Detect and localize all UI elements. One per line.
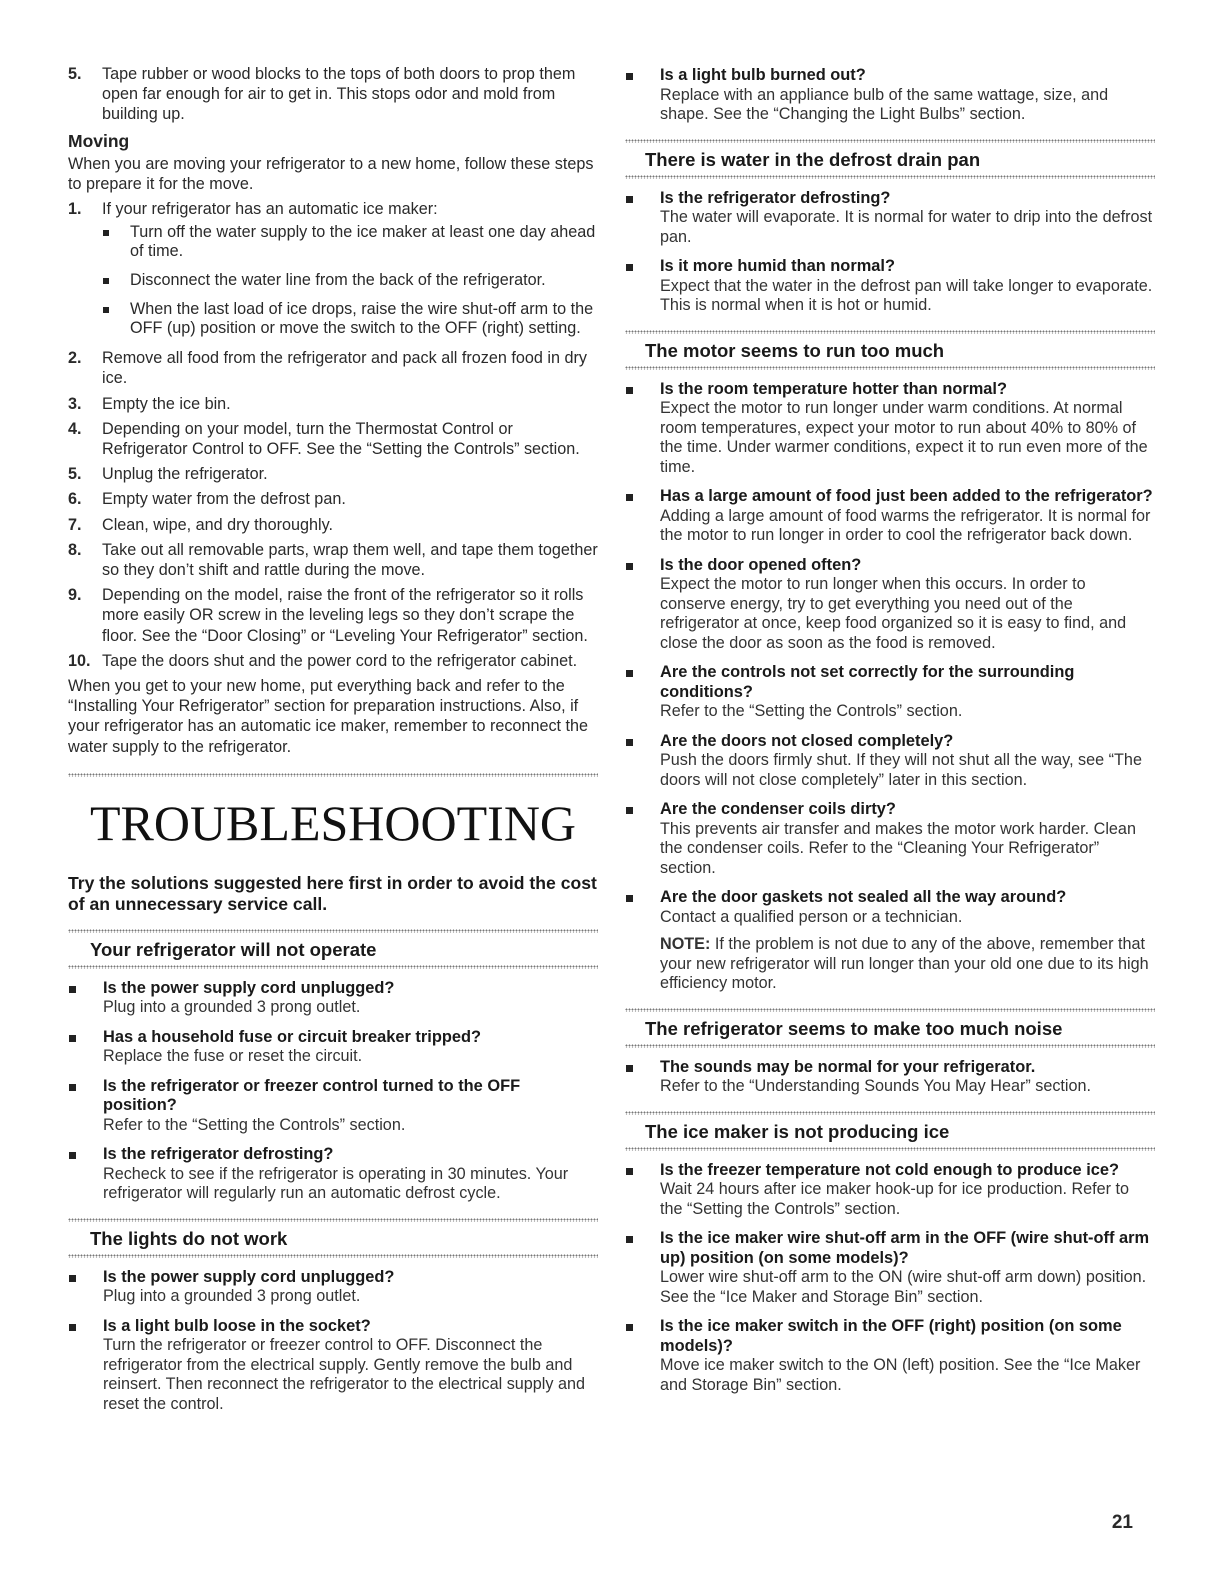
step-number: 9. (68, 586, 82, 605)
question-text: Has a large amount of food just been added to the refrigerator? (660, 487, 1153, 505)
answer-text: Recheck to see if the refrigerator is operating in 30 minutes. Your refrigerator will regularly run an automatic defrost cycle. (103, 1164, 569, 1203)
note-text: If the problem is not due to any of the above, remember that your new refrigerator will run longer than your old one due to its high efficiency motor. (660, 935, 1149, 992)
list-item (68, 1145, 598, 1204)
step-text: Take out all removable parts, wrap them well, and tape them together so they don’t shift and rattle during the move. (102, 540, 598, 580)
list-item (68, 515, 598, 535)
question-text: The sounds may be normal for your refrigerator. (660, 1057, 1036, 1076)
list-item (625, 556, 1155, 654)
storage-steps-list (68, 64, 598, 125)
question-text: Has a household fuse or circuit breaker tripped? (103, 1027, 481, 1046)
page-number: 21 (1111, 1512, 1133, 1533)
section-heading: The ice maker is not producing ice (645, 1120, 950, 1142)
question-text: Is the refrigerator or freezer control turned to the OFF position? (103, 1076, 521, 1115)
list-item (625, 380, 1155, 478)
answer-text: Move ice maker switch to the ON (left) position. See the “Ice Maker and Storage Bin” section. (660, 1356, 1141, 1394)
section-heading: There is water in the defrost drain pan (645, 148, 981, 170)
list-item (68, 394, 598, 414)
answer-text: Plug into a grounded 3 prong outlet. (103, 998, 361, 1017)
list-item (68, 651, 598, 671)
divider (625, 366, 1155, 370)
list-item (68, 585, 598, 646)
note-paragraph (625, 935, 1155, 994)
divider (68, 965, 598, 969)
step-text: Depending on your model, turn the Thermostat Control or Refrigerator Control to OFF. See the “Setting the Controls” section. (102, 419, 580, 459)
list-item (625, 1058, 1155, 1097)
answer-text: Lower wire shut-off arm to the ON (wire shut-off arm down) position. See the “Ice Maker and Storage Bin” section. (660, 1268, 1147, 1306)
question-text: Are the condenser coils dirty? (660, 800, 896, 818)
divider (625, 1044, 1155, 1048)
question-text: Is the ice maker wire shut-off arm in the OFF (wire shut-off arm up) position (on some models)? (660, 1229, 1150, 1267)
question-text: Are the door gaskets not sealed all the way around? (660, 888, 1067, 906)
question-text: Are the doors not closed completely? (660, 731, 954, 750)
list-item (68, 348, 598, 388)
question-text: Is the refrigerator defrosting? (103, 1145, 334, 1164)
moving-intro: When you are moving your refrigerator to a new home, follow these steps to prepare it for the move. (68, 154, 594, 193)
answer-text: Replace with an appliance bulb of the same wattage, size, and shape. See the “Changing the Light Bulbs” section. (660, 85, 1109, 123)
answer-text: Refer to the “Setting the Controls” section. (103, 1115, 406, 1134)
divider (68, 1254, 598, 1258)
answer-text: Replace the fuse or reset the circuit. (103, 1047, 363, 1066)
question-text: Is the power supply cord unplugged? (103, 1267, 395, 1286)
question-text: Are the controls not set correctly for the surrounding conditions? (660, 663, 1075, 701)
step-text: Remove all food from the refrigerator and pack all frozen food in dry ice. (102, 349, 587, 388)
note-label: NOTE: (660, 935, 711, 953)
answer-text: Expect that the water in the defrost pan will take longer to evaporate. This is normal when it is hot or humid. (660, 276, 1153, 314)
moving-heading: Moving (68, 130, 130, 151)
ice-maker-substeps (68, 223, 598, 338)
list-item (625, 732, 1155, 791)
step-number: 10. (68, 651, 91, 670)
question-text: Is the room temperature hotter than normal? (660, 379, 1007, 398)
list-item (625, 888, 1155, 927)
step-text: Empty the ice bin. (102, 394, 231, 413)
step-number: 1. (68, 200, 82, 219)
question-text: Is a light bulb burned out? (660, 66, 866, 84)
left-column (68, 64, 598, 1414)
step-text: Depending on the model, raise the front of the refrigerator so it rolls more easily OR screw in the leveling legs so they don’t scrape the floor. See the “Door Closing” or “Leveling Your Refrigerator” section. (102, 586, 588, 645)
step-text: Empty water from the defrost pan. (102, 490, 346, 509)
step-text: Clean, wipe, and dry thoroughly. (102, 515, 333, 534)
step-text: Tape the doors shut and the power cord to the refrigerator cabinet. (102, 651, 578, 670)
list-item: Turn off the water supply to the ice maker at least one day ahead of time. (68, 223, 598, 261)
after-move-paragraph: When you get to your new home, put everything back and refer to the “Installing Your Refrigerator” section for preparation instructions. Also, if your refrigerator has an automatic ice maker, remember to reconnect the water supply to the refrigerator. (68, 677, 589, 756)
list-item (625, 663, 1155, 722)
step-number: 5. (68, 465, 82, 484)
list-item (68, 1028, 598, 1067)
list-item (68, 1077, 598, 1136)
list-item (68, 199, 598, 338)
right-column (625, 64, 1155, 1395)
section-heading: The refrigerator seems to make too much noise (645, 1017, 1063, 1039)
list-item (625, 487, 1155, 546)
list-item (68, 489, 598, 509)
answer-text: Turn the refrigerator or freezer control to OFF. Disconnect the refrigerator from the electrical supply. Gently remove the bulb and reinsert. Then reconnect the refrigerator to the electrical supply and reset the control. (103, 1336, 585, 1413)
list-item (625, 257, 1155, 316)
list-item (625, 800, 1155, 878)
answer-text: Wait 24 hours after ice maker hook-up for ice production. Refer to the “Setting the Controls” section. (660, 1180, 1130, 1218)
answer-text: Expect the motor to run longer under warm conditions. At normal room temperatures, expect your motor to run about 40% to 80% of the time. Under warmer conditions, expect it to run even more of the time. (660, 399, 1148, 476)
list-item (625, 189, 1155, 248)
question-text: Is the refrigerator defrosting? (660, 188, 891, 207)
list-item (68, 1268, 598, 1307)
step-text: Unplug the refrigerator. (102, 465, 268, 484)
section-heading: The lights do not work (90, 1227, 288, 1249)
list-item (68, 419, 598, 459)
list-item (68, 64, 598, 125)
step-number: 3. (68, 394, 82, 413)
step-number: 4. (68, 419, 82, 438)
answer-text: Expect the motor to run longer when this occurs. In order to conserve energy, try to get everything you need out of the refrigerator at once, keep food organized so it is easy to find, and close the door as soon as the food is removed. (660, 575, 1127, 652)
question-text: Is the power supply cord unplugged? (103, 978, 395, 997)
answer-text: This prevents air transfer and makes the motor work harder. Clean the condenser coils. Refer to the “Cleaning Your Refrigerator” section. (660, 819, 1136, 877)
question-text: Is a light bulb loose in the socket? (103, 1316, 371, 1335)
answer-text: Adding a large amount of food warms the refrigerator. It is normal for the motor to run longer in order to cool the refrigerator back down. (660, 506, 1151, 544)
answer-text: Refer to the “Setting the Controls” section. (660, 702, 963, 720)
question-text: Is the ice maker switch in the OFF (right) position (on some models)? (660, 1317, 1122, 1355)
section-heading: Your refrigerator will not operate (90, 938, 377, 960)
divider (68, 773, 598, 777)
answer-text: The water will evaporate. It is normal for water to drip into the defrost pan. (660, 208, 1153, 246)
list-item (625, 1229, 1155, 1307)
question-text: Is the freezer temperature not cold enough to produce ice? (660, 1160, 1120, 1179)
divider (625, 1147, 1155, 1151)
list-item (625, 1161, 1155, 1220)
step-number: 7. (68, 515, 82, 534)
answer-text: Contact a qualified person or a technician. (660, 907, 963, 926)
page-title: TROUBLESHOOTING (89, 794, 577, 851)
step-text: Tape rubber or wood blocks to the tops of both doors to prop them open far enough for air to get in. This stops odor and mold from building up. (102, 65, 576, 124)
answer-text: Push the doors firmly shut. If they will not shut all the way, see “The doors will not close completely” later in this section. (660, 751, 1142, 789)
answer-text: Refer to the “Understanding Sounds You May Hear” section. (660, 1077, 1092, 1095)
question-text: Is it more humid than normal? (660, 257, 895, 275)
divider (625, 175, 1155, 179)
step-text: If your refrigerator has an automatic ice maker: (102, 200, 438, 219)
section-heading: The motor seems to run too much (645, 339, 945, 361)
list-item (68, 979, 598, 1018)
step-number: 6. (68, 490, 82, 509)
step-number: 5. (68, 65, 82, 83)
list-item (625, 1317, 1155, 1395)
list-item (68, 540, 598, 580)
list-item (68, 1317, 598, 1415)
step-number: 8. (68, 540, 82, 559)
lead-text: Try the solutions suggested here first in order to avoid the cost of an unnecessary service call. (68, 872, 597, 914)
question-text: Is the door opened often? (660, 555, 862, 574)
list-item (68, 464, 598, 484)
moving-steps-list (68, 199, 598, 671)
step-number: 2. (68, 349, 82, 368)
list-item: Disconnect the water line from the back of the refrigerator. (68, 271, 598, 290)
list-item: When the last load of ice drops, raise the wire shut-off arm to the OFF (up) position or move the switch to the OFF (right) setting. (68, 300, 598, 338)
answer-text: Plug into a grounded 3 prong outlet. (103, 1287, 361, 1306)
list-item (625, 66, 1155, 125)
